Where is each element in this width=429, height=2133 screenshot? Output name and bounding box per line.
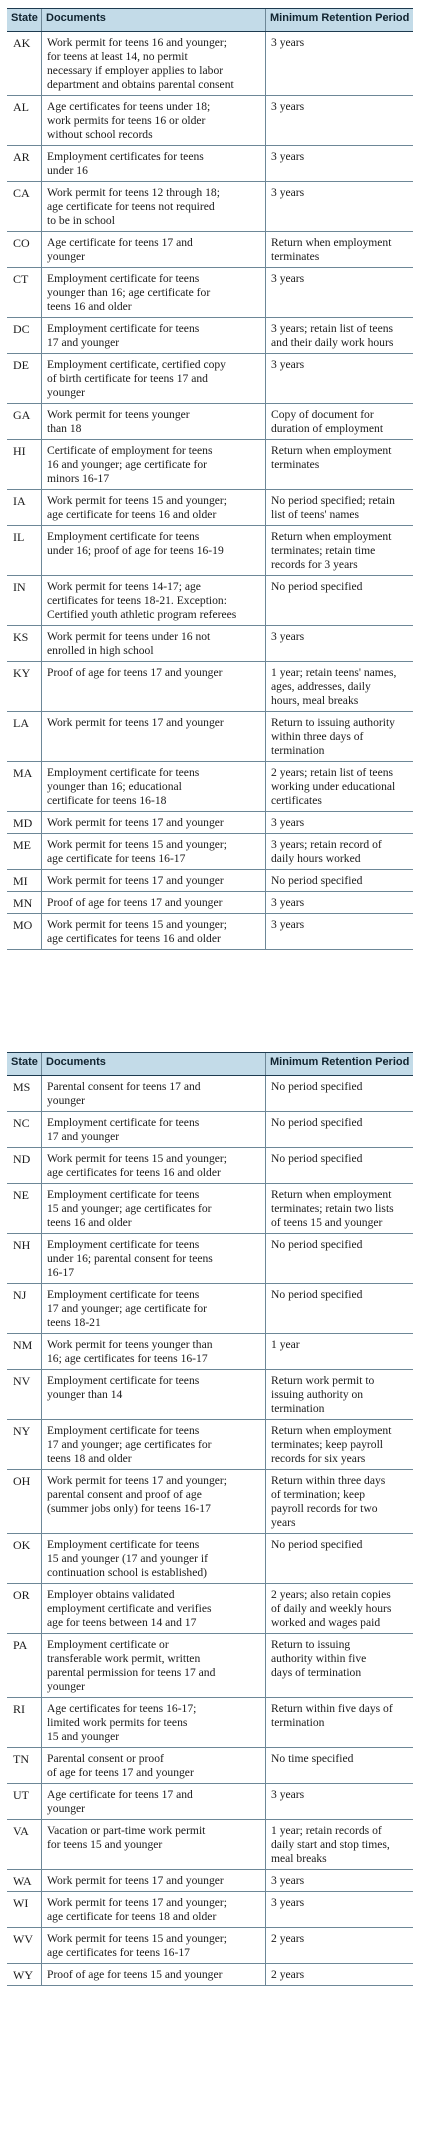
state-cell: IL [13, 530, 25, 544]
table-row [7, 232, 413, 268]
state-cell: MN [13, 896, 33, 910]
state-cell: UT [13, 1788, 29, 1802]
table-body [7, 1076, 413, 1986]
retention-cell: 3 years [265, 96, 413, 145]
documents-cell: Work permit for teens under 16 not enrolled in high school [41, 626, 265, 661]
documents-header: Documents [41, 1053, 265, 1075]
table-row [7, 1112, 413, 1148]
documents-cell: Work permit for teens 17 and younger [41, 812, 265, 833]
documents-cell: Work permit for teens 15 and younger; age certificates for teens 16 and older [41, 1148, 265, 1183]
table-row [7, 1928, 413, 1964]
table-row [7, 1148, 413, 1184]
retention-cell: 3 years [265, 32, 413, 95]
documents-header: Documents [41, 9, 265, 31]
documents-cell: Employment certificate for teens younger than 16; educational certificate for teens 16-18 [41, 762, 265, 811]
retention-cell: No period specified [265, 576, 413, 625]
state-cell: CT [13, 272, 29, 286]
table-row [7, 1370, 413, 1420]
state-cell: IA [13, 494, 26, 508]
documents-cell: Work permit for teens 15 and younger; age certificates for teens 16-17 [41, 1928, 265, 1963]
documents-cell: Work permit for teens 15 and younger; age certificate for teens 16 and older [41, 490, 265, 525]
documents-cell: Proof of age for teens 17 and younger [41, 892, 265, 913]
retention-cell: 3 years; retain list of teens and their daily work hours [265, 318, 413, 353]
state-cell: AR [13, 150, 30, 164]
retention-cell: Return to issuing authority within five days of termination [265, 1634, 413, 1697]
table-row [7, 914, 413, 950]
documents-cell: Work permit for teens 14-17; age certificates for teens 18-21. Exception: Certified youth athletic program referees [41, 576, 265, 625]
table-row [7, 1748, 413, 1784]
table-row [7, 812, 413, 834]
state-cell: MI [13, 874, 28, 888]
table-row [7, 1284, 413, 1334]
state-cell: WI [13, 1896, 29, 1910]
table-row [7, 404, 413, 440]
retention-cell: 3 years [265, 812, 413, 833]
state-cell: CA [13, 186, 30, 200]
retention-cell: Return within five days of termination [265, 1698, 413, 1747]
state-cell: OH [13, 1474, 31, 1488]
state-cell: OR [13, 1588, 30, 1602]
table-row [7, 662, 413, 712]
retention-cell: 3 years [265, 354, 413, 403]
retention-cell: Return to issuing authority within three days of termination [265, 712, 413, 761]
retention-cell: Return within three days of termination; keep payroll records for two years [265, 1470, 413, 1533]
documents-cell: Work permit for teens 17 and younger; age certificate for teens 18 and older [41, 1892, 265, 1927]
documents-cell: Employment certificates for teens under 16 [41, 146, 265, 181]
retention-cell: 3 years; retain record of daily hours worked [265, 834, 413, 869]
documents-cell: Work permit for teens 17 and younger [41, 712, 265, 761]
table-row [7, 712, 413, 762]
table-row [7, 892, 413, 914]
state-cell: ND [13, 1152, 31, 1166]
retention-cell: No period specified [265, 1534, 413, 1583]
table-row [7, 1334, 413, 1370]
retention-cell: No period specified [265, 1076, 413, 1111]
state-cell: LA [13, 716, 29, 730]
retention-cell: Return when employment terminates [265, 232, 413, 267]
documents-cell: Employment certificate for teens 17 and younger [41, 318, 265, 353]
table-row [7, 526, 413, 576]
documents-cell: Vacation or part-time work permit for teens 15 and younger [41, 1820, 265, 1869]
retention-cell: Return work permit to issuing authority on termination [265, 1370, 413, 1419]
documents-cell: Employment certificate or transferable work permit, written parental permission for teens 17 and younger [41, 1634, 265, 1697]
retention-cell: 3 years [265, 1784, 413, 1819]
table-header [7, 8, 413, 32]
documents-cell: Work permit for teens 17 and younger [41, 870, 265, 891]
retention-cell: 2 years; also retain copies of daily and weekly hours worked and wages paid [265, 1584, 413, 1633]
table-body [7, 32, 413, 950]
table-row [7, 490, 413, 526]
state-cell: KY [13, 666, 31, 680]
documents-cell: Work permit for teens 15 and younger; age certificates for teens 16 and older [41, 914, 265, 949]
documents-cell: Proof of age for teens 15 and younger [41, 1964, 265, 1985]
documents-cell: Proof of age for teens 17 and younger [41, 662, 265, 711]
documents-cell: Employment certificate for teens 17 and younger; age certificates for teens 18 and older [41, 1420, 265, 1469]
state-cell: DE [13, 358, 29, 372]
retention-cell: No time specified [265, 1748, 413, 1783]
table-row [7, 1892, 413, 1928]
table-row [7, 870, 413, 892]
table-row [7, 762, 413, 812]
state-cell: NH [13, 1238, 31, 1252]
retention-cell: 1 year; retain teens' names, ages, addresses, daily hours, meal breaks [265, 662, 413, 711]
state-cell: AL [13, 100, 29, 114]
state-cell: NV [13, 1374, 31, 1388]
retention-cell: 3 years [265, 1892, 413, 1927]
documents-cell: Parental consent or proof of age for teens 17 and younger [41, 1748, 265, 1783]
state-cell: MO [13, 918, 33, 932]
state-cell: TN [13, 1752, 29, 1766]
state-cell: MS [13, 1080, 31, 1094]
state-cell: DC [13, 322, 30, 336]
state-cell: HI [13, 444, 26, 458]
retention-cell: 3 years [265, 182, 413, 231]
retention-cell: 2 years; retain list of teens working under educational certificates [265, 762, 413, 811]
retention-header: Minimum Retention Period [265, 1053, 413, 1075]
table-row [7, 1634, 413, 1698]
retention-table-part-1 [7, 8, 413, 950]
table-header [7, 1052, 413, 1076]
table-row [7, 1420, 413, 1470]
retention-cell: No period specified [265, 1112, 413, 1147]
documents-cell: Age certificates for teens 16-17; limited work permits for teens 15 and younger [41, 1698, 265, 1747]
retention-cell: Return when employment terminates; retain time records for 3 years [265, 526, 413, 575]
documents-cell: Work permit for teens 17 and younger; parental consent and proof of age (summer jobs only) for teens 16-17 [41, 1470, 265, 1533]
state-cell: NE [13, 1188, 29, 1202]
retention-table-part-2 [7, 1052, 413, 1986]
state-cell: PA [13, 1638, 28, 1652]
retention-cell: No period specified [265, 1148, 413, 1183]
state-cell: MA [13, 766, 33, 780]
documents-cell: Employment certificate for teens 17 and younger [41, 1112, 265, 1147]
table-row [7, 96, 413, 146]
retention-cell: 3 years [265, 268, 413, 317]
table-row [7, 576, 413, 626]
state-cell: KS [13, 630, 29, 644]
documents-cell: Employment certificate for teens 17 and younger; age certificate for teens 18-21 [41, 1284, 265, 1333]
documents-cell: Employment certificate for teens 15 and younger (17 and younger if continuation school is established) [41, 1534, 265, 1583]
state-cell: RI [13, 1702, 25, 1716]
documents-cell: Age certificate for teens 17 and younger [41, 232, 265, 267]
state-cell: WY [13, 1968, 33, 1982]
documents-cell: Work permit for teens 16 and younger; for teens at least 14, no permit necessary if employer applies to labor department and obtains parental consent [41, 32, 265, 95]
state-cell: NY [13, 1424, 31, 1438]
table-row [7, 1870, 413, 1892]
documents-cell: Work permit for teens 12 through 18; age certificate for teens not required to be in school [41, 182, 265, 231]
state-cell: AK [13, 36, 31, 50]
state-header: State [11, 12, 38, 24]
state-cell: OK [13, 1538, 31, 1552]
retention-cell: 3 years [265, 626, 413, 661]
retention-cell: 1 year; retain records of daily start and stop times, meal breaks [265, 1820, 413, 1869]
state-cell: WA [13, 1874, 32, 1888]
table-row [7, 1234, 413, 1284]
documents-cell: Work permit for teens 17 and younger [41, 1870, 265, 1891]
table-row [7, 626, 413, 662]
documents-cell: Work permit for teens younger than 16; age certificates for teens 16-17 [41, 1334, 265, 1369]
state-cell: NM [13, 1338, 33, 1352]
retention-cell: No period specified [265, 870, 413, 891]
retention-header: Minimum Retention Period [265, 9, 413, 31]
table-row [7, 1820, 413, 1870]
state-cell: GA [13, 408, 31, 422]
table-row [7, 834, 413, 870]
state-cell: NC [13, 1116, 30, 1130]
retention-cell: 3 years [265, 914, 413, 949]
documents-cell: Age certificates for teens under 18; work permits for teens 16 or older without school records [41, 96, 265, 145]
state-header: State [11, 1056, 38, 1068]
retention-cell: 3 years [265, 146, 413, 181]
documents-cell: Employer obtains validated employment certificate and verifies age for teens between 14 and 17 [41, 1584, 265, 1633]
documents-cell: Parental consent for teens 17 and younger [41, 1076, 265, 1111]
table-row [7, 268, 413, 318]
retention-cell: 2 years [265, 1928, 413, 1963]
documents-cell: Work permit for teens younger than 18 [41, 404, 265, 439]
retention-cell: Return when employment terminates [265, 440, 413, 489]
documents-cell: Certificate of employment for teens 16 and younger; age certificate for minors 16-17 [41, 440, 265, 489]
retention-cell: 3 years [265, 892, 413, 913]
retention-cell: No period specified; retain list of teens' names [265, 490, 413, 525]
table-row [7, 354, 413, 404]
table-row [7, 146, 413, 182]
retention-cell: 1 year [265, 1334, 413, 1369]
documents-cell: Employment certificate for teens under 16; parental consent for teens 16-17 [41, 1234, 265, 1283]
retention-cell: Copy of document for duration of employment [265, 404, 413, 439]
table-row [7, 1698, 413, 1748]
documents-cell: Employment certificate for teens younger than 16; age certificate for teens 16 and older [41, 268, 265, 317]
documents-cell: Employment certificate for teens under 16; proof of age for teens 16-19 [41, 526, 265, 575]
table-row [7, 318, 413, 354]
table-row [7, 1964, 413, 1986]
documents-cell: Work permit for teens 15 and younger; age certificate for teens 16-17 [41, 834, 265, 869]
table-row [7, 1584, 413, 1634]
table-row [7, 32, 413, 96]
table-row [7, 1470, 413, 1534]
retention-cell: 2 years [265, 1964, 413, 1985]
state-cell: WV [13, 1932, 33, 1946]
table-row [7, 1784, 413, 1820]
state-cell: NJ [13, 1288, 27, 1302]
table-row [7, 1534, 413, 1584]
table-row [7, 1184, 413, 1234]
state-cell: IN [13, 580, 26, 594]
retention-cell: No period specified [265, 1234, 413, 1283]
retention-cell: No period specified [265, 1284, 413, 1333]
documents-cell: Employment certificate, certified copy of birth certificate for teens 17 and younger [41, 354, 265, 403]
state-cell: VA [13, 1824, 29, 1838]
documents-cell: Employment certificate for teens younger than 14 [41, 1370, 265, 1419]
retention-cell: 3 years [265, 1870, 413, 1891]
retention-cell: Return when employment terminates; retain two lists of teens 15 and younger [265, 1184, 413, 1233]
documents-cell: Employment certificate for teens 15 and younger; age certificates for teens 16 and older [41, 1184, 265, 1233]
state-cell: MD [13, 816, 33, 830]
state-cell: CO [13, 236, 30, 250]
table-row [7, 1076, 413, 1112]
table-row [7, 182, 413, 232]
state-cell: ME [13, 838, 31, 852]
table-row [7, 440, 413, 490]
retention-cell: Return when employment terminates; keep payroll records for six years [265, 1420, 413, 1469]
documents-cell: Age certificate for teens 17 and younger [41, 1784, 265, 1819]
